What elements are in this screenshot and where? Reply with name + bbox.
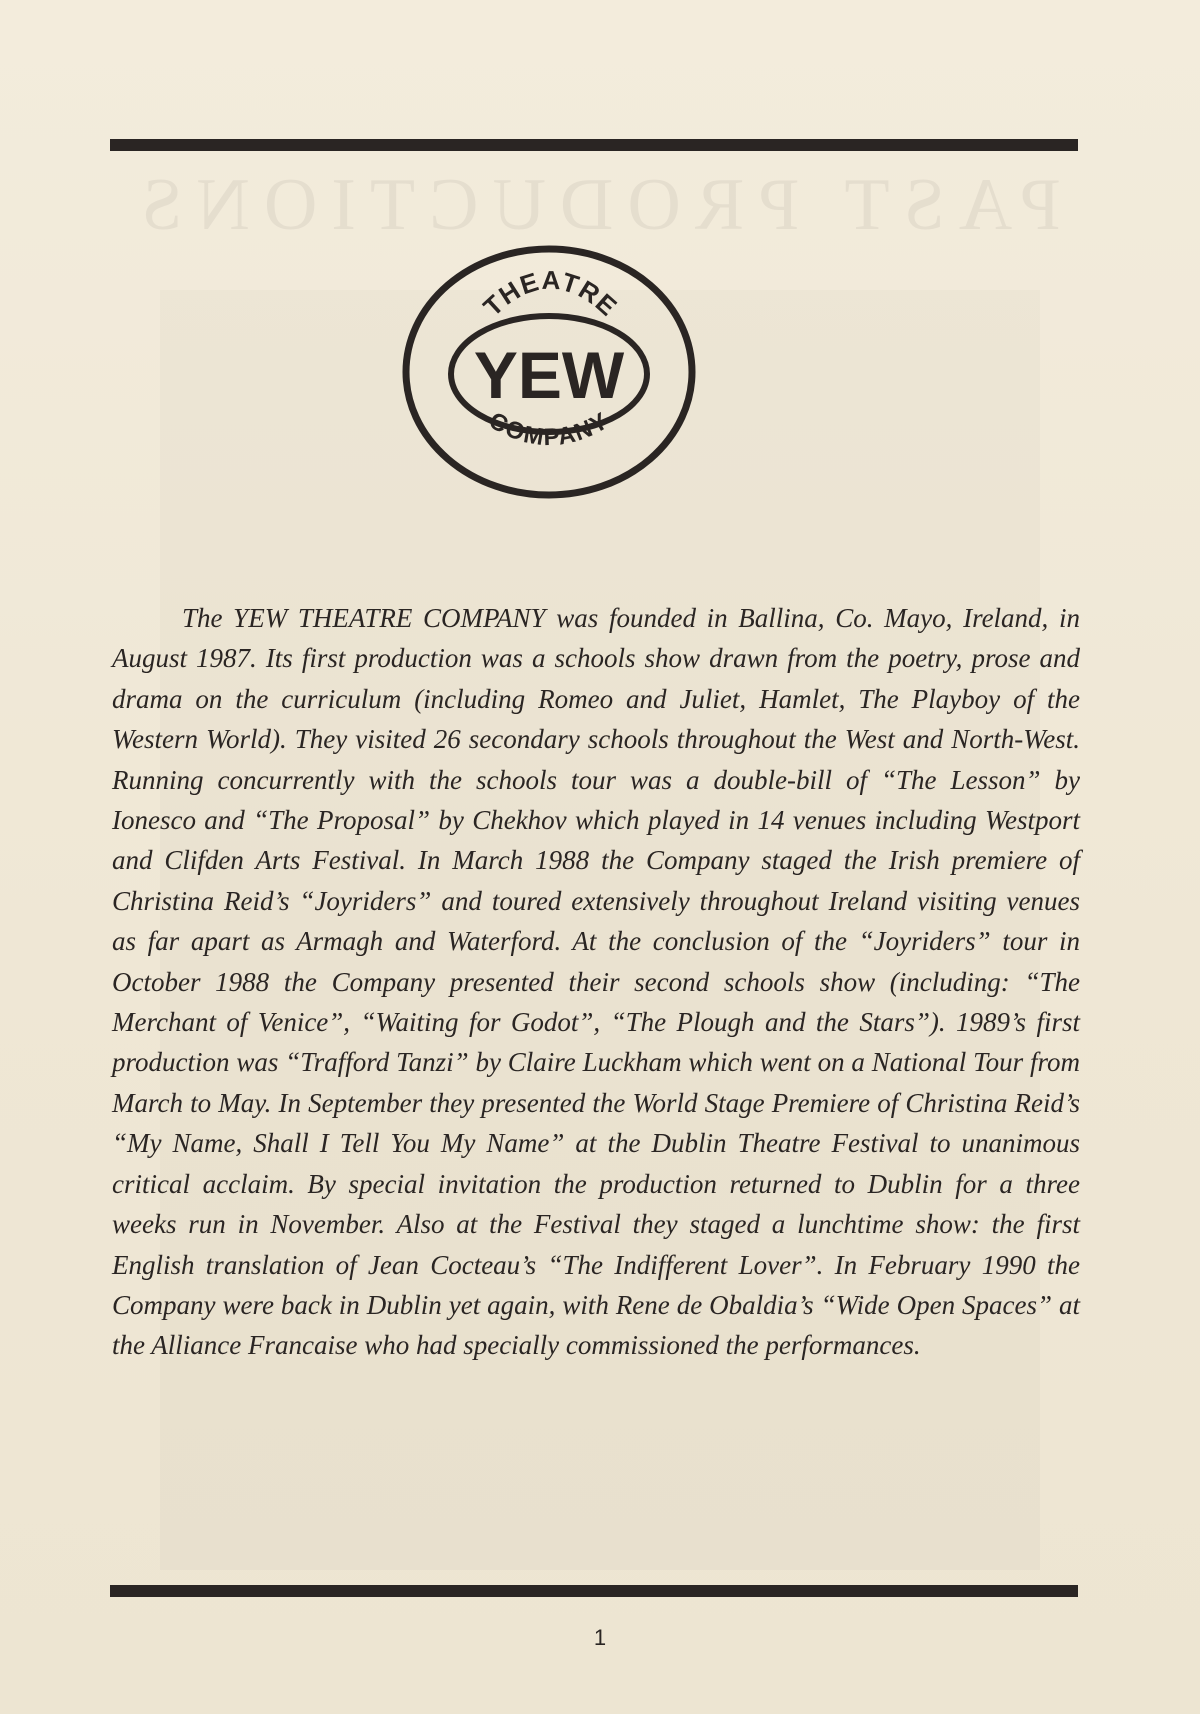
top-rule [110, 139, 1078, 151]
logo-bottom-text: COMPANY [484, 407, 614, 452]
yew-theatre-company-logo [389, 220, 709, 520]
logo-center-text: YEW [473, 338, 625, 412]
company-history-paragraph: The YEW THEATRE COMPANY was founded in Ballina, Co. Mayo, Ireland, in August 1987. Its first production was a schools show drawn from the poetry, prose and drama on the curriculum (including Romeo and Juliet, Hamlet, The Playboy of the Western World). They visited 26 secondary schools throughout the West and North-West. Running concurrently with the schools tour was a double-bill of “The Lesson” by Ionesco and “The Proposal” by Chekhov which played in 14 venues including Westport and Clifden Arts Festival. In March 1988 the Company staged the Irish premiere of Christina Reid’s “Joyriders” and toured extensively throughout Ireland visiting venues as far apart as Armagh and Waterford. At the conclusion of the “Joyriders” tour in October 1988 the Company presented their second schools show (including: “The Merchant of Venice”, “Waiting for Godot”, “The Plough and the Stars”). 1989’s first production was “Trafford Tanzi” by Claire Luckham which went on a National Tour from March to May. In September they presented the World Stage Premiere of Christina Reid’s “My Name, Shall I Tell You My Name” at the Dublin Theatre Festival to unanimous critical acclaim. By special invitation the production returned to Dublin for a three weeks run in November. Also at the Festival they staged a lunchtime show: the first English translation of Jean Cocteau’s “The Indifferent Lover”. In February 1990 the Company were back in Dublin yet again, with Rene de Obaldia’s “Wide Open Spaces” at the Alliance Francaise who had specially commissioned the performances. [112, 603, 1080, 1361]
logo-top-text: THEATRE [477, 264, 624, 323]
logo-stamp [389, 220, 709, 520]
bottom-rule [110, 1585, 1078, 1597]
page-number: 1 [593, 1625, 607, 1650]
show-through-heading: PAST PRODUCTIONS [127, 164, 1061, 246]
